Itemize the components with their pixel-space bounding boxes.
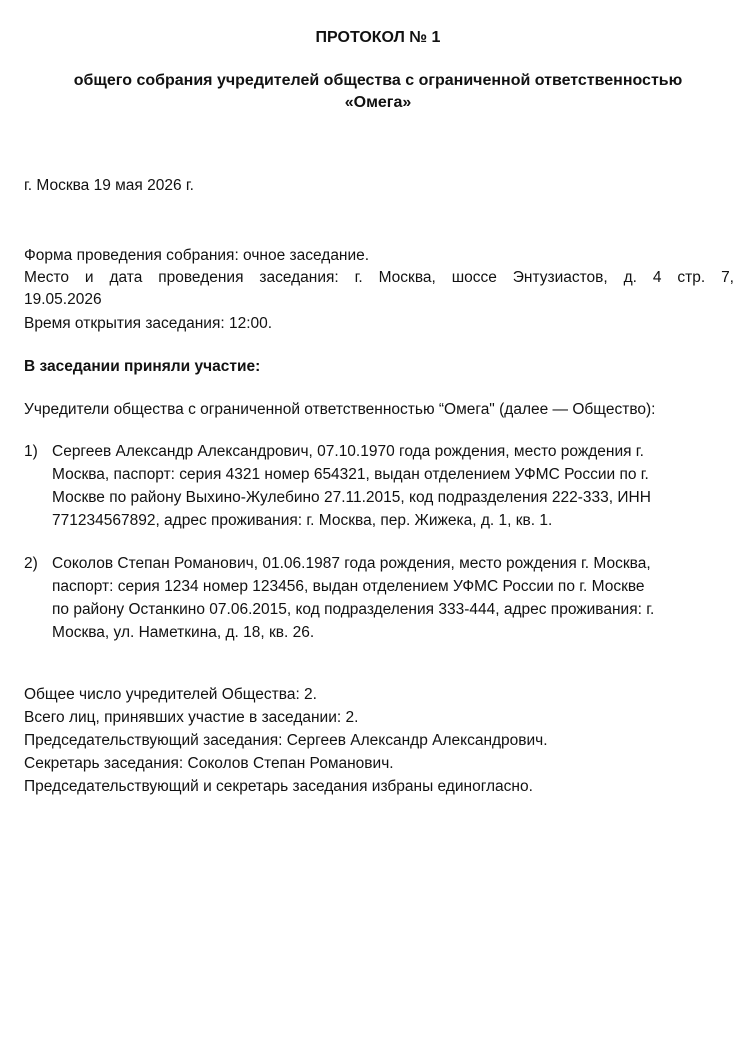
summary-election: Председательствующий и секретарь заседания избраны единогласно. xyxy=(24,778,533,795)
founder-number: 1) xyxy=(24,443,38,460)
founder-line: Москва, ул. Наметкина, д. 18, кв. 26. xyxy=(52,624,315,641)
founder-number: 2) xyxy=(24,555,38,572)
meeting-place-line1: Место и дата проведения заседания: г. Москва, шоссе Энтузиастов, д. 4 стр. 7, xyxy=(24,269,734,286)
founder-line: паспорт: серия 1234 номер 123456, выдан отделением УФМС России по г. Москве xyxy=(52,578,645,595)
summary-founders-count: Общее число учредителей Общества: 2. xyxy=(24,686,317,703)
summary-chairman: Председательствующий заседания: Сергеев Александр Александрович. xyxy=(24,732,548,749)
summary-participants-count: Всего лиц, принявших участие в заседании: 2. xyxy=(24,709,359,726)
founder-line: Москве по району Выхино-Жулебино 27.11.2015, код подразделения 222-333, ИНН xyxy=(52,489,651,506)
summary-secretary: Секретарь заседания: Соколов Степан Романович. xyxy=(24,755,394,772)
founder-line: Москва, паспорт: серия 4321 номер 654321, выдан отделением УФМС России по г. xyxy=(52,466,649,483)
participants-heading: В заседании приняли участие: xyxy=(24,358,261,375)
meeting-place-line2: 19.05.2026 xyxy=(24,291,102,308)
city-date: г. Москва 19 мая 2026 г. xyxy=(24,177,194,194)
document-subtitle-line1: общего собрания учредителей общества с ограниченной ответственностью xyxy=(73,72,683,89)
founder-line: 771234567892, адрес проживания: г. Москва, пер. Жижека, д. 1, кв. 1. xyxy=(52,512,553,529)
document-subtitle-line2: «Омега» xyxy=(344,94,412,111)
document-title: ПРОТОКОЛ № 1 xyxy=(315,29,441,46)
meeting-form: Форма проведения собрания: очное заседание. xyxy=(24,247,370,264)
founder-line: Соколов Степан Романович, 01.06.1987 года рождения, место рождения г. Москва, xyxy=(52,555,651,572)
founders-intro: Учредители общества с ограниченной ответственностью “Омега" (далее — Общество): xyxy=(24,401,656,418)
founder-line: по району Останкино 07.06.2015, код подразделения 333-444, адрес проживания: г. xyxy=(52,601,655,618)
founder-line: Сергеев Александр Александрович, 07.10.1970 года рождения, место рождения г. xyxy=(52,443,644,460)
opening-time: Время открытия заседания: 12:00. xyxy=(24,315,273,332)
